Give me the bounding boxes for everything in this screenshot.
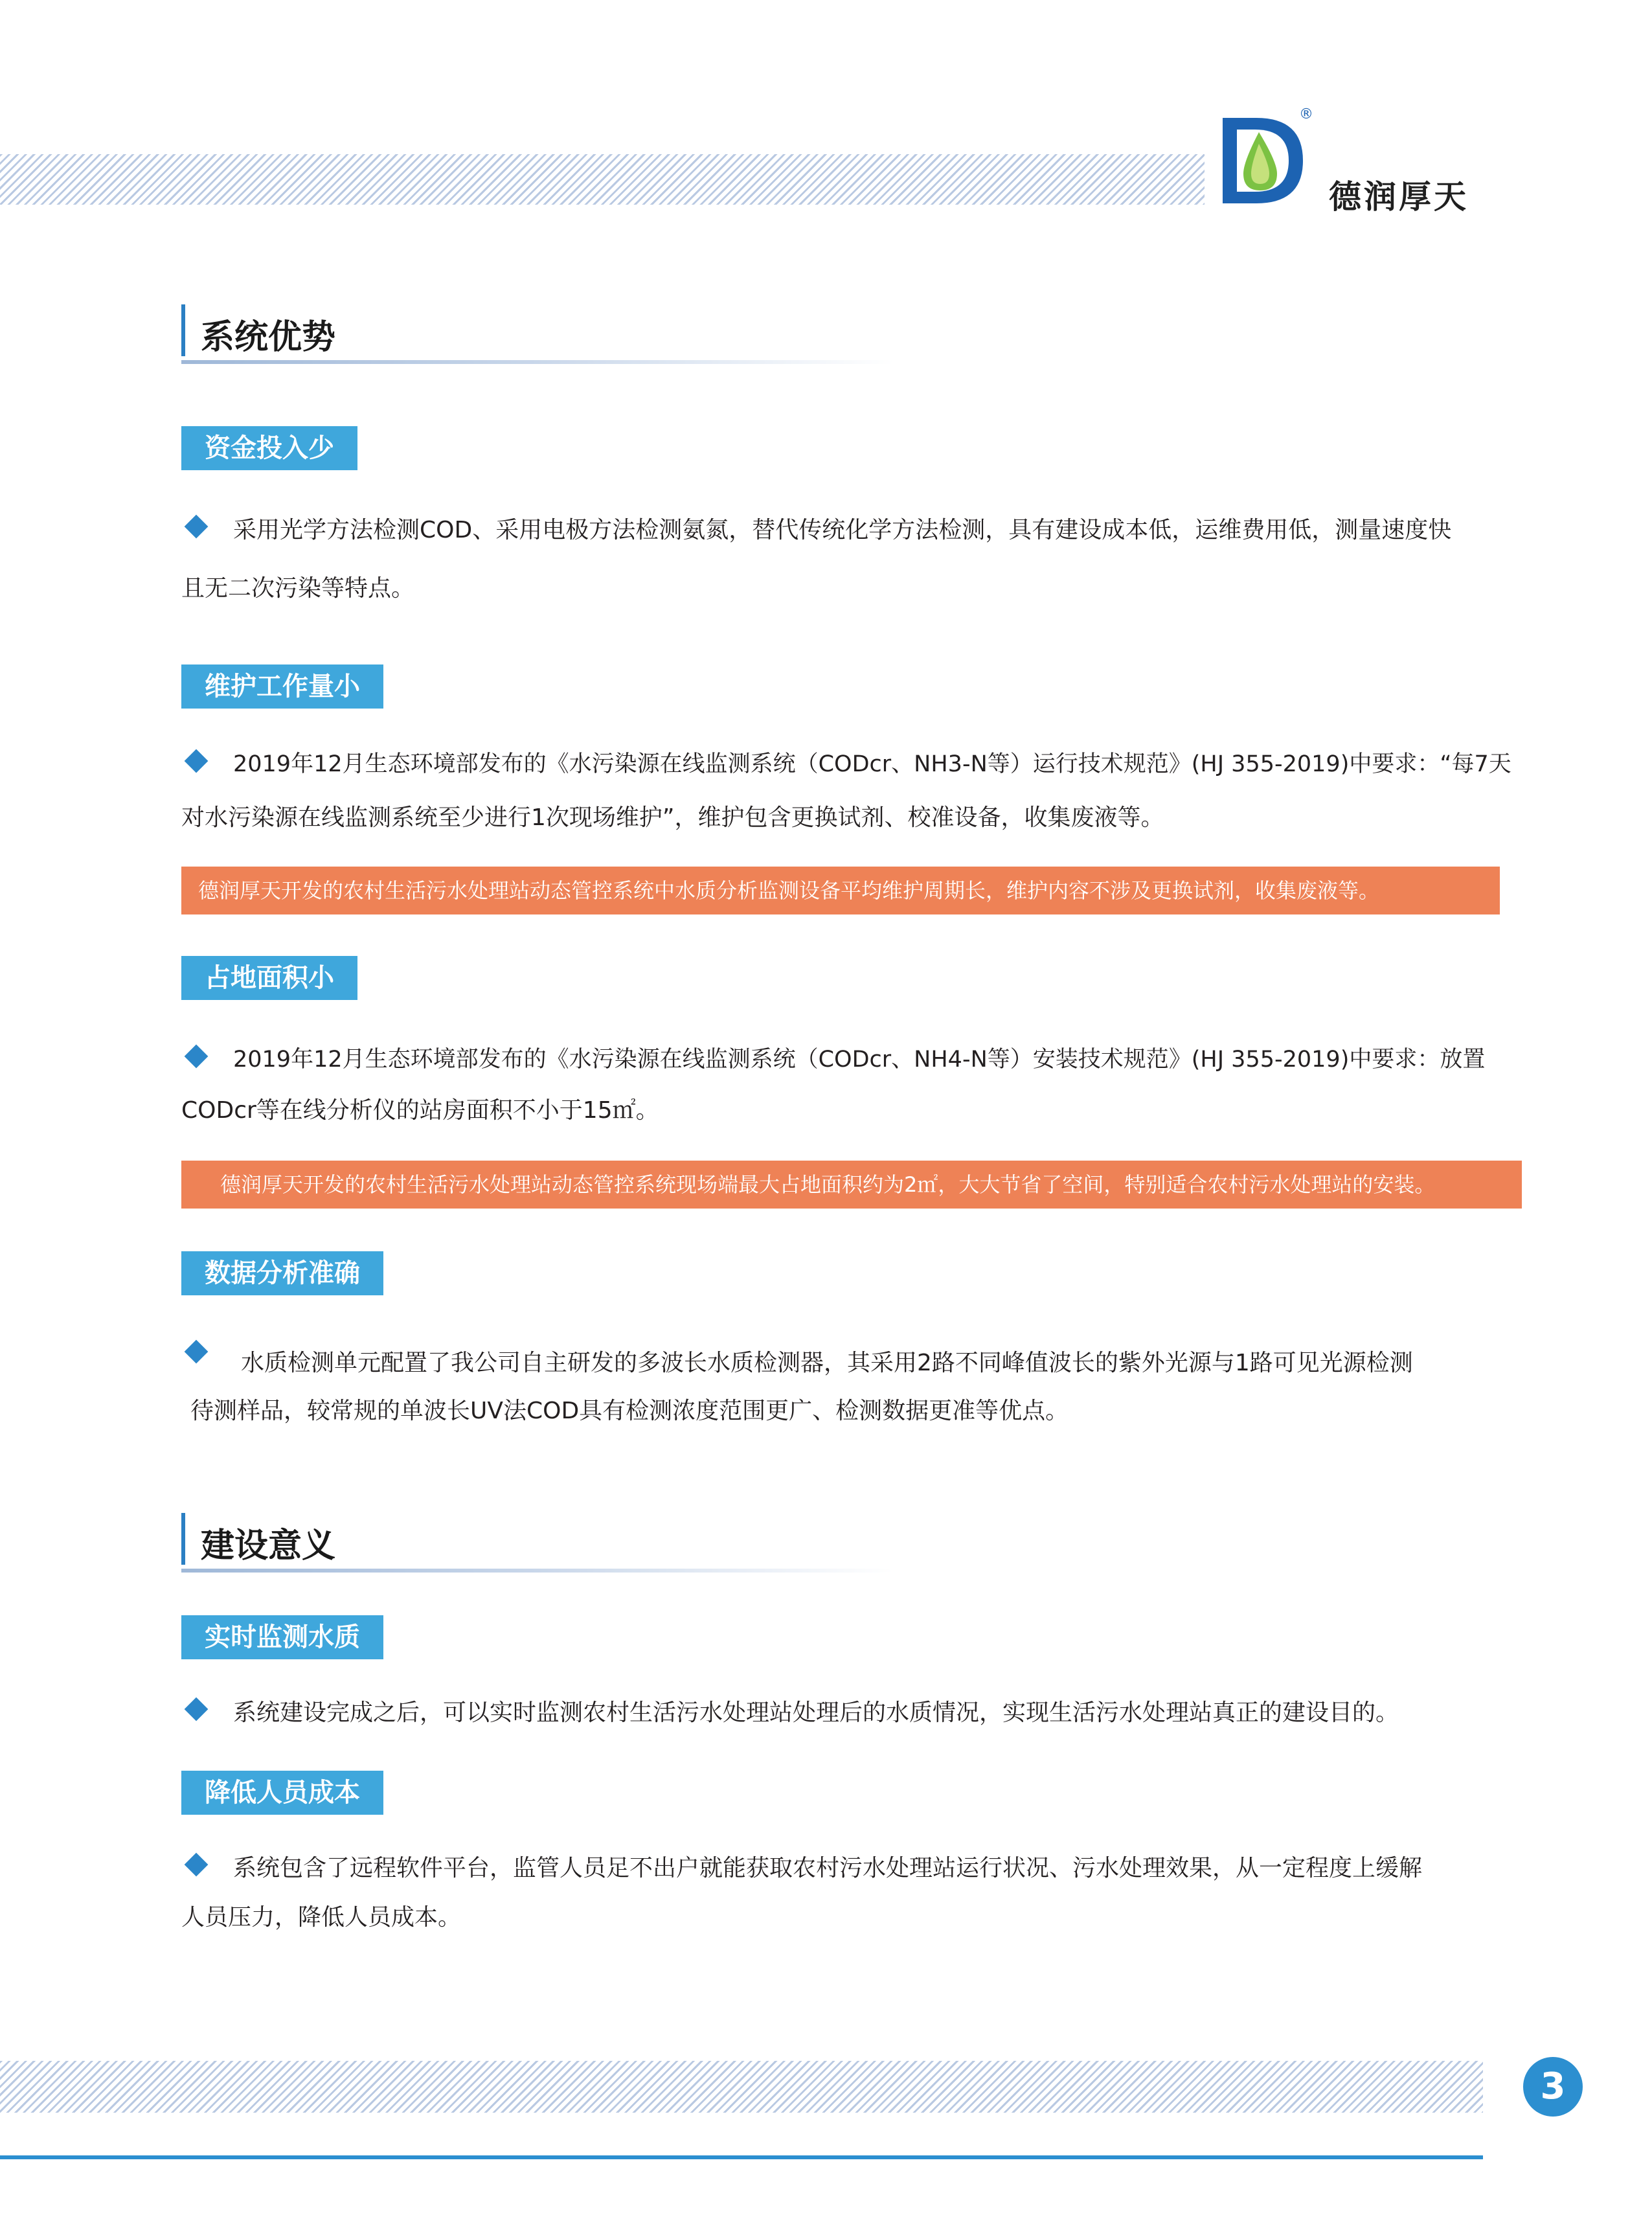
paragraph-line: CODcr等在线分析仪的站房面积不小于15㎡。 [181,1097,659,1124]
footer-rule [0,2155,1483,2159]
section-title-advantages [181,304,920,364]
tag-realtime-monitoring: 实时监测水质 [181,1615,383,1659]
brand-name: 德润厚天 [1329,178,1469,216]
footer-hatch-band [0,2061,1483,2113]
section-title-significance [181,1513,920,1573]
diamond-bullet-icon [185,1340,209,1364]
registered-mark: ® [1299,106,1313,122]
paragraph-line: 系统建设完成之后，可以实时监测农村生活污水处理站处理后的水质情况，实现生活污水处理站真正的建设目的。 [233,1699,1399,1726]
paragraph-line: 人员压力，降低人员成本。 [181,1904,462,1931]
diamond-bullet-icon [185,1045,209,1069]
tag-small-footprint: 占地面积小 [181,956,357,1000]
paragraph-line: 待测样品，较常规的单波长UV法COD具有检测浓度范围更广、检测数据更准等优点。 [190,1398,1069,1424]
header-hatch-band [0,154,1205,205]
logo-mark-icon [1217,109,1308,206]
section-title-text: 系统优势 [201,318,336,357]
tag-reduce-staff-cost: 降低人员成本 [181,1771,383,1815]
highlight-banner: 德润厚天开发的农村生活污水处理站动态管控系统现场端最大占地面积约为2㎡，大大节省了空间，特别适合农村污水处理站的安装。 [181,1161,1522,1209]
paragraph-line: 2019年12月生态环境部发布的《水污染源在线监测系统（CODcr、NH4-N等）安装技术规范》(HJ 355-2019)中要求：放置 [233,1047,1486,1073]
brand-logo [1217,106,1489,216]
paragraph-line: 2019年12月生态环境部发布的《水污染源在线监测系统（CODcr、NH3-N等）运行技术规范》(HJ 355-2019)中要求：“每7天 [233,751,1511,777]
tag-accurate-analysis: 数据分析准确 [181,1251,383,1295]
page-number-badge: 3 [1523,2057,1583,2117]
paragraph-line: 系统包含了远程软件平台，监管人员足不出户就能获取农村污水处理站运行状况、污水处理效果，从一定程度上缓解 [233,1855,1423,1881]
section-title-underline [181,360,894,364]
tag-low-investment: 资金投入少 [181,426,357,470]
section-title-bar [181,304,185,356]
diamond-bullet-icon [185,1698,209,1721]
section-title-underline [181,1569,894,1573]
section-title-text: 建设意义 [201,1527,336,1565]
paragraph-line: 水质检测单元配置了我公司自主研发的多波长水质检测器，其采用2路不同峰值波长的紫外光源与1路可见光源检测 [241,1350,1413,1376]
diamond-bullet-icon [185,1853,209,1877]
paragraph-line: 采用光学方法检测COD、采用电极方法检测氨氮，替代传统化学方法检测，具有建设成本低，运维费用低，测量速度快 [233,517,1452,543]
diamond-bullet-icon [185,749,209,773]
highlight-banner: 德润厚天开发的农村生活污水处理站动态管控系统中水质分析监测设备平均维护周期长，维护内容不涉及更换试剂，收集废液等。 [181,867,1500,914]
paragraph-line: 且无二次污染等特点。 [181,575,415,602]
tag-low-maintenance: 维护工作量小 [181,664,383,709]
diamond-bullet-icon [185,515,209,539]
paragraph-line: 对水污染源在线监测系统至少进行1次现场维护”，维护包含更换试剂、校准设备，收集废液等。 [181,804,1164,831]
section-title-bar [181,1513,185,1565]
